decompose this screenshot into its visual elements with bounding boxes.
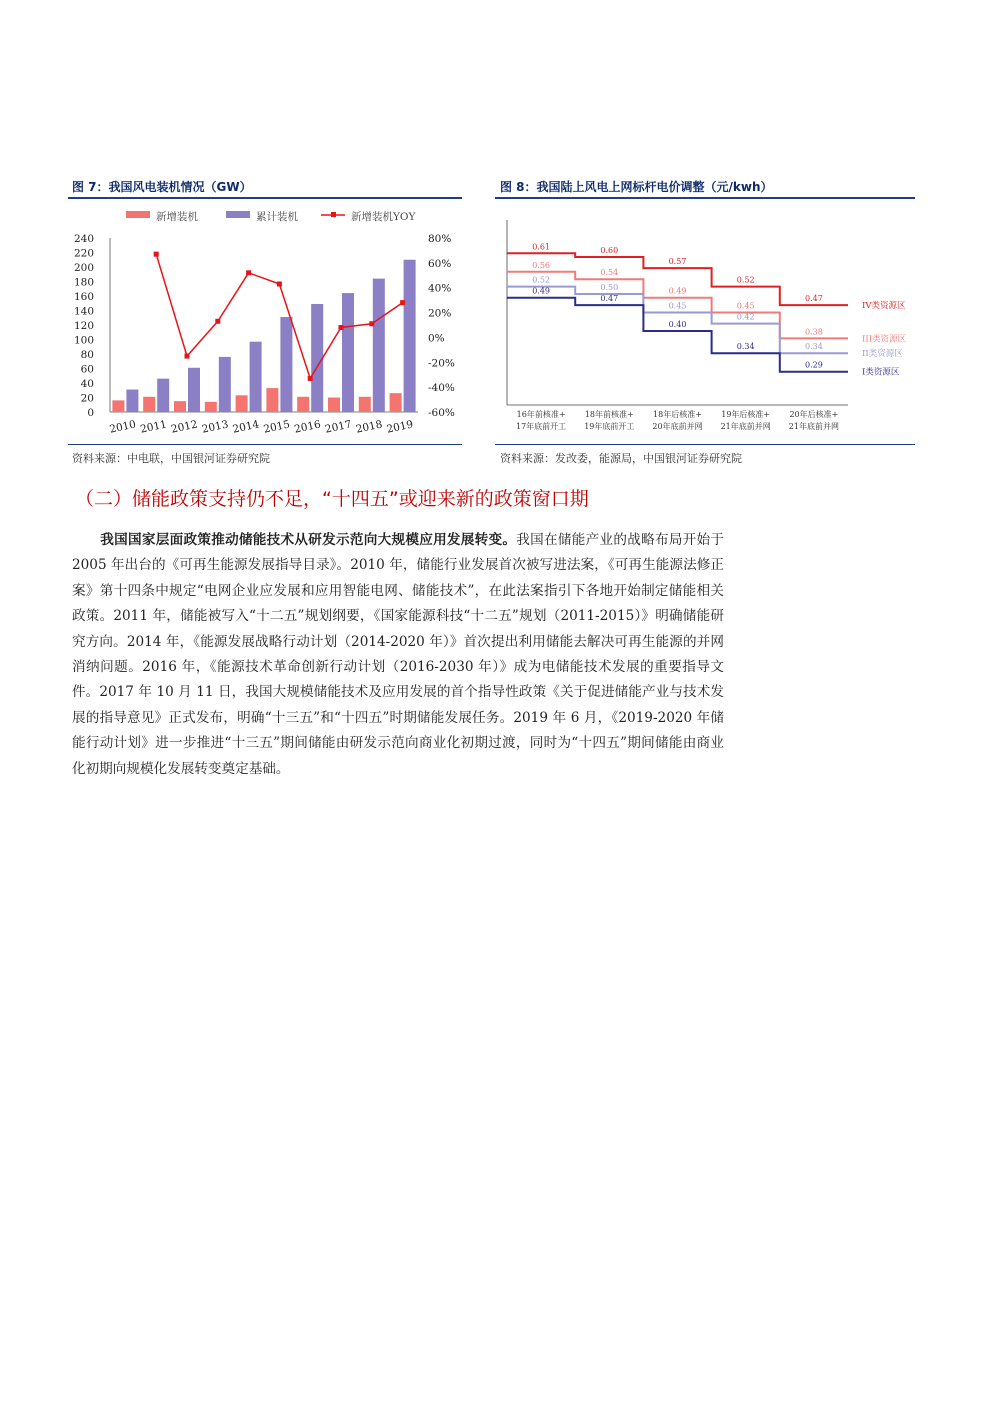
yoy-point-1 [154, 252, 159, 257]
x-tick-label: 2016 [293, 418, 322, 436]
legend-swatch-2 [226, 211, 250, 218]
bar-new-2012 [174, 401, 186, 412]
yoy-point-8 [369, 321, 374, 326]
bar-cumulative-2012 [188, 368, 200, 412]
price-value-label: 0.34 [736, 342, 755, 352]
bar-cumulative-2018 [373, 279, 385, 412]
x-tick-label: 2018 [354, 418, 384, 436]
x-category-label: 18年后核准+ [653, 410, 702, 419]
y-left-tick: 140 [73, 305, 94, 318]
x-category-label: 21年底前并网 [720, 422, 771, 431]
x-category-label: 21年底前并网 [788, 422, 839, 431]
bar-new-2013 [205, 402, 217, 412]
x-tick-label: 2015 [262, 418, 292, 436]
y-left-tick: 40 [80, 378, 94, 390]
x-tick-label: 2013 [200, 418, 230, 436]
figure7-bottom-rule [68, 444, 462, 445]
bar-new-2015 [266, 388, 278, 412]
bar-cumulative-2013 [219, 357, 231, 412]
price-value-label: 0.45 [668, 301, 687, 311]
bar-cumulative-2019 [404, 260, 416, 412]
x-category-label: 20年后核准+ [789, 410, 839, 419]
price-value-label: 0.42 [736, 312, 755, 322]
x-category-label: 20年底前并网 [652, 422, 703, 431]
yoy-line [156, 254, 402, 378]
x-tick-label: 2014 [231, 418, 261, 436]
y-right-tick: 0% [428, 332, 445, 345]
price-value-label: 0.50 [600, 283, 619, 292]
series-label-3: II类资源区 [862, 349, 903, 360]
legend-swatch-1 [126, 211, 150, 218]
y-right-tick: 60% [428, 257, 452, 270]
figure8-chart [493, 200, 918, 445]
price-value-label: 0.40 [668, 320, 687, 329]
bar-new-2016 [297, 397, 309, 412]
bar-new-2011 [143, 397, 155, 412]
price-value-label: 0.60 [600, 246, 619, 255]
bar-cumulative-2015 [280, 317, 292, 412]
bar-cumulative-2016 [311, 304, 323, 412]
figure8-bottom-rule [495, 444, 915, 445]
y-left-tick: 180 [73, 276, 94, 289]
figure7-top-rule [68, 197, 462, 199]
y-left-tick: 120 [73, 320, 94, 332]
bar-new-2017 [328, 398, 340, 413]
price-value-label: 0.34 [804, 342, 823, 352]
price-value-label: 0.49 [532, 286, 551, 296]
y-left-tick: 20 [80, 392, 94, 405]
legend-marker-3 [331, 212, 336, 217]
price-value-label: 0.38 [804, 327, 823, 337]
figure7-source: 资料来源：中电联，中国银河证券研究院 [72, 452, 270, 465]
yoy-point-6 [308, 376, 313, 381]
x-tick-label: 2019 [385, 418, 415, 436]
bar-cumulative-2014 [250, 342, 262, 412]
figure8-title: 图 8：我国陆上风电上网标杆电价调整（元/kwh） [500, 180, 773, 194]
price-value-label: 0.57 [668, 257, 687, 267]
series-label-2: III类资源区 [862, 334, 907, 345]
x-category-label: 19年后核准+ [721, 410, 771, 419]
price-value-label: 0.52 [736, 275, 755, 285]
yoy-point-2 [185, 354, 190, 359]
y-left-tick: 200 [73, 262, 94, 274]
legend-label-3: 新增装机YOY [351, 211, 416, 223]
y-right-tick: 20% [428, 307, 452, 320]
y-right-tick: -60% [428, 407, 455, 419]
x-tick-label: 2010 [108, 418, 138, 436]
figure8-source: 资料来源：发改委，能源局，中国银河证券研究院 [500, 452, 742, 465]
legend-label-1: 新增装机 [156, 211, 198, 223]
y-left-tick: 160 [73, 291, 94, 303]
y-left-tick: 240 [73, 233, 94, 245]
price-value-label: 0.49 [668, 286, 687, 296]
y-left-tick: 220 [73, 247, 94, 260]
figure7-title: 图 7：我国风电装机情况（GW） [72, 180, 252, 194]
x-tick-label: 2017 [324, 418, 353, 436]
legend-label-2: 累计装机 [256, 211, 298, 223]
x-tick-label: 2012 [170, 418, 199, 436]
bar-new-2019 [390, 393, 402, 412]
x-category-label: 17年底前开工 [516, 422, 567, 431]
y-left-tick: 60 [80, 363, 94, 376]
price-value-label: 0.56 [532, 260, 551, 270]
bar-cumulative-2010 [126, 390, 138, 412]
y-right-tick: -20% [428, 357, 455, 370]
series-label-4: I类资源区 [862, 367, 900, 378]
price-value-label: 0.54 [600, 268, 619, 278]
section-body-text: 我国在储能产业的战略布局开始于 2005 年出台的《可再生能源发展指导目录》。2010 年，储能行业发展首次被写进法案，《可再生能源法修正案》第十四条中规定“电网企业应发展和应用智能电网、储能技术”，在此法案指引下各地开始制定储能相关政策。2011 年，储能被写入“十二五”规划纲要，《国家能源科技“十二五”规划（2011-2015）》明确储能研究方向。2014 年，《能源发展战略行动计划（2014-2020 年）》首次提出利用储能去解决可再生能源的并网消纳问题。2016 年，《能源技术革命创新行动计划（2016-2030 年）》成为电储能技术发展的重要指导文件。2017 年 10 月 11 日，我国大规模储能技术及应用发展的首个指导性政策《关于促进储能产业与技术发展的指导意见》正式发布，明确“十三五”和“十四五”时期储能发展任务。2019 年 6 月，《2019-2020 年储能行动计划》进一步推进“十三五”期间储能由研发示范向商业化初期过渡，同时为“十四五”期间储能由商业化初期向规模化发展转变奠定基础。 [72, 532, 725, 777]
y-left-tick: 0 [87, 407, 94, 419]
price-value-label: 0.61 [532, 242, 551, 252]
bar-cumulative-2011 [157, 379, 169, 412]
x-category-label: 16年前核准+ [516, 410, 566, 419]
y-left-tick: 100 [73, 334, 94, 347]
yoy-point-4 [246, 270, 251, 275]
y-right-tick: 40% [428, 282, 452, 295]
price-value-label: 0.47 [804, 294, 823, 304]
price-value-label: 0.47 [600, 294, 619, 304]
figure8-top-rule [495, 197, 915, 199]
yoy-point-7 [339, 325, 344, 330]
price-value-label: 0.52 [532, 275, 551, 285]
yoy-point-3 [215, 319, 220, 324]
section-body [72, 528, 724, 782]
section-heading: （二）储能政策支持仍不足，“十四五”或迎来新的政策窗口期 [75, 488, 589, 510]
x-tick-label: 2011 [139, 418, 168, 436]
price-value-label: 0.45 [736, 301, 755, 311]
x-category-label: 19年底前开工 [584, 422, 635, 431]
y-left-tick: 80 [80, 349, 94, 361]
bar-new-2014 [236, 395, 248, 412]
yoy-point-5 [277, 281, 282, 286]
bar-new-2018 [359, 397, 371, 412]
bar-new-2010 [112, 400, 124, 412]
y-right-tick: 80% [428, 233, 452, 245]
section-lead: 我国国家层面政策推动储能技术从研发示范向大规模应用发展转变。 [100, 532, 517, 548]
figure7-chart [66, 200, 466, 445]
yoy-point-9 [400, 300, 405, 305]
bar-cumulative-2017 [342, 293, 354, 412]
series-label-1: IV类资源区 [862, 301, 906, 312]
x-category-label: 18年前核准+ [584, 410, 634, 419]
price-value-label: 0.29 [804, 360, 823, 370]
y-right-tick: -40% [428, 382, 455, 395]
